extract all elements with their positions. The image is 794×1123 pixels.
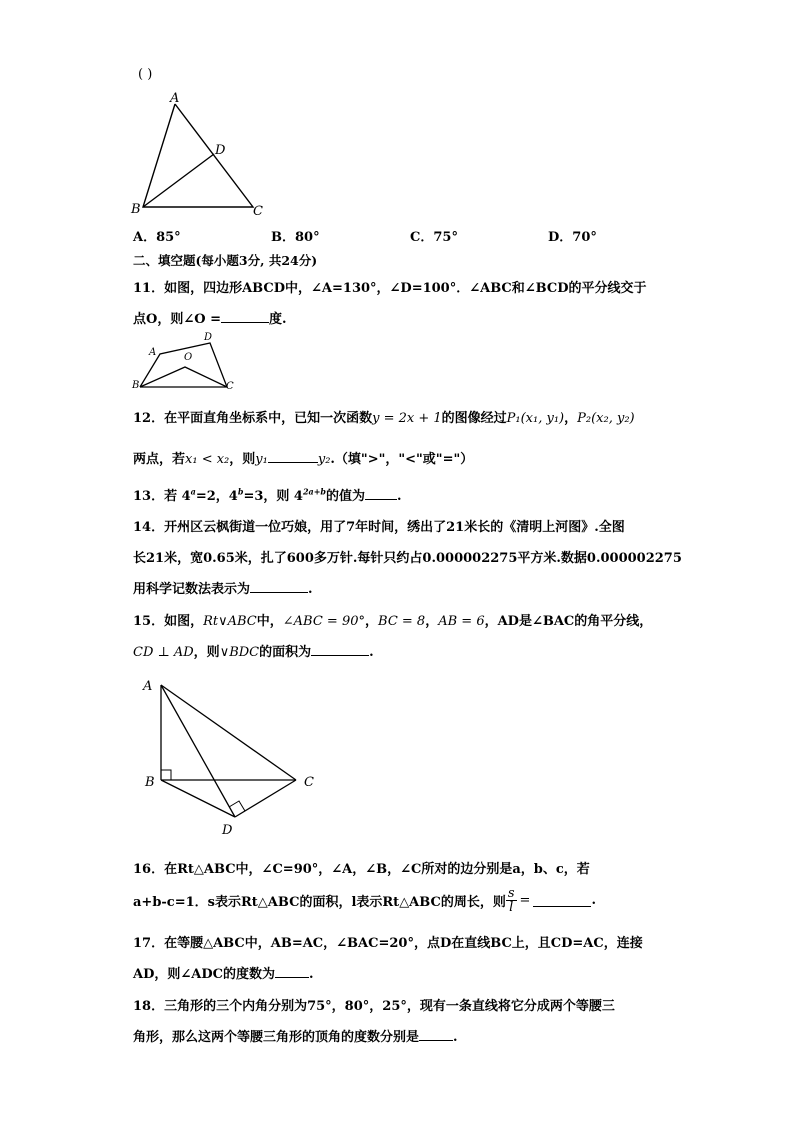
q15-label-c: C	[304, 775, 314, 790]
q10-label-a: A	[170, 91, 180, 106]
q16-fraction	[506, 887, 517, 914]
q11-answer-blank	[221, 310, 269, 323]
q10-label-c: C	[253, 204, 263, 218]
section-heading: 二、填空题(每小题3分, 共24分)	[133, 253, 318, 268]
q15-cond2: BC = 8	[378, 614, 426, 629]
q12-line2-pre: 两点，若	[133, 452, 186, 467]
q12-comma: ，	[564, 411, 578, 426]
q12-p2: P₂(x₂, y₂)	[577, 411, 635, 426]
q12-line2-post: .（填">"，"<"或"="）	[330, 452, 474, 467]
q17-end: .	[308, 967, 314, 982]
q16-frac-den: l	[509, 900, 514, 915]
q18-line2	[133, 1026, 458, 1045]
q13-line	[133, 485, 402, 504]
q15-line1	[133, 610, 652, 629]
q18-line1: 18．三角形的三个内角分别为75°，80°，25°，现有一条直线将它分成两个等腰三	[133, 999, 615, 1014]
q15-label-a: A	[143, 679, 153, 694]
q17-line2-pre: AD，则∠ADC的度数为	[133, 967, 275, 982]
q14-answer-blank	[250, 580, 308, 593]
q18-line2-pre: 角形，那么这两个等腰三角形的顶角的度数分别是	[133, 1030, 420, 1045]
q14-line3-pre: 用科学记数法表示为	[133, 582, 251, 597]
q15-line1-post: ，AD是∠BAC的角平分线，	[484, 614, 653, 629]
q11-label-o: O	[184, 352, 193, 363]
q12-p1: P₁(x₁, y₁)	[506, 411, 565, 426]
q10-label-d: D	[215, 143, 226, 158]
q13-pre: 13．若 4	[133, 489, 191, 504]
q10-choice-a: A．85°	[133, 230, 181, 245]
q12-function: y = 2x + 1	[372, 411, 442, 426]
q13-sup-b: b	[237, 486, 244, 497]
q11-label-b: B	[132, 380, 140, 391]
q18-answer-blank	[419, 1028, 453, 1041]
q15-line2-post: 的面积为	[259, 645, 312, 660]
q10-choice-d: D．70°	[548, 230, 597, 245]
q15-cond1: ∠ABC = 90°	[282, 614, 366, 629]
q11-line2-post: 度.	[268, 312, 287, 327]
q13-sup-a: a	[190, 486, 196, 497]
q12-answer-blank	[268, 450, 318, 463]
q14-line2: 长21米，宽0.65米，扎了600多万针.每针只约占0.000002275平方米.数据0.000002275	[133, 551, 682, 566]
q15-line1-pre: 15．如图，	[133, 614, 204, 629]
q15-end: .	[369, 645, 374, 660]
q11-line2	[133, 308, 287, 327]
q15-label-d: D	[222, 823, 233, 838]
q10-paren: ( )	[138, 67, 153, 82]
q13-mid2: =3，则 4	[243, 489, 303, 504]
q13-mid1: =2，4	[195, 489, 238, 504]
q17-answer-blank	[275, 965, 309, 978]
q12-line1	[133, 407, 635, 426]
q16-frac-num: s	[507, 886, 515, 901]
q13-end: .	[397, 489, 402, 504]
q15-answer-blank	[311, 643, 369, 656]
q15-sep2: ，	[425, 614, 439, 629]
q11-label-d: D	[204, 332, 213, 343]
q13-answer-blank	[365, 487, 397, 500]
q10-figure	[128, 88, 278, 218]
q11-figure	[130, 330, 240, 392]
q15-line1-a: 中，	[256, 614, 283, 629]
q14-line3	[133, 578, 313, 597]
q12-line1-mid: 的图像经过	[441, 411, 507, 426]
q15-cond3: AB = 6	[438, 614, 485, 629]
q14-line1: 14．开州区云枫街道一位巧娘，用了7年时间，绣出了21米长的《清明上河图》.全图	[133, 520, 625, 535]
q16-answer-blank	[533, 894, 591, 907]
q16-line1: 16．在Rt△ABC中，∠C=90°，∠A，∠B，∠C所对的边分别是a，b、c，若	[133, 862, 590, 877]
q12-y1: y₁	[255, 452, 268, 467]
q10-choice-c: C．75°	[410, 230, 458, 245]
q17-line2	[133, 963, 314, 982]
q16-end: .	[591, 893, 596, 908]
q12-cond: x₁ < x₂	[185, 452, 230, 467]
q15-figure	[138, 672, 328, 842]
q12-line2-mid: ，则	[229, 452, 256, 467]
q15-tri2: ∨BDC	[219, 645, 260, 660]
q13-sup-2ab: 2a+b	[302, 486, 326, 497]
q11-line1: 11．如图，四边形ABCD中，∠A=130°，∠D=100°．∠ABC和∠BCD的平分线交于	[133, 281, 647, 296]
q11-label-c: C	[226, 381, 234, 392]
q12-line1-pre: 12．在平面直角坐标系中，已知一次函数	[133, 411, 373, 426]
q15-line2	[133, 641, 374, 660]
q12-line2	[133, 448, 473, 467]
q12-y2: y₂	[317, 452, 331, 467]
q17-line1: 17．在等腰△ABC中，AB=AC，∠BAC=20°，点D在直线BC上，且CD=AC，连接	[133, 936, 643, 951]
q15-tri1: Rt∨ABC	[203, 614, 257, 629]
q11-line2-pre: 点O，则∠O =	[133, 312, 221, 327]
q15-perp: CD ⊥ AD	[133, 645, 194, 660]
q16-line2-pre: a+b-c=1．s表示Rt△ABC的面积，l表示Rt△ABC的周长，则	[133, 895, 506, 910]
q10-choice-b: B．80°	[271, 230, 320, 245]
q13-post: 的值为	[326, 489, 366, 504]
q15-label-b: B	[145, 775, 155, 790]
q15-line2-mid: ，则	[193, 645, 220, 660]
q10-label-b: B	[131, 202, 141, 217]
q15-sep1: ，	[365, 614, 379, 629]
q16-eq: =	[519, 893, 531, 908]
q16-line2	[133, 887, 596, 914]
q18-end: .	[453, 1030, 458, 1045]
q11-label-a: A	[149, 347, 157, 358]
q14-line3-post: .	[308, 582, 313, 597]
